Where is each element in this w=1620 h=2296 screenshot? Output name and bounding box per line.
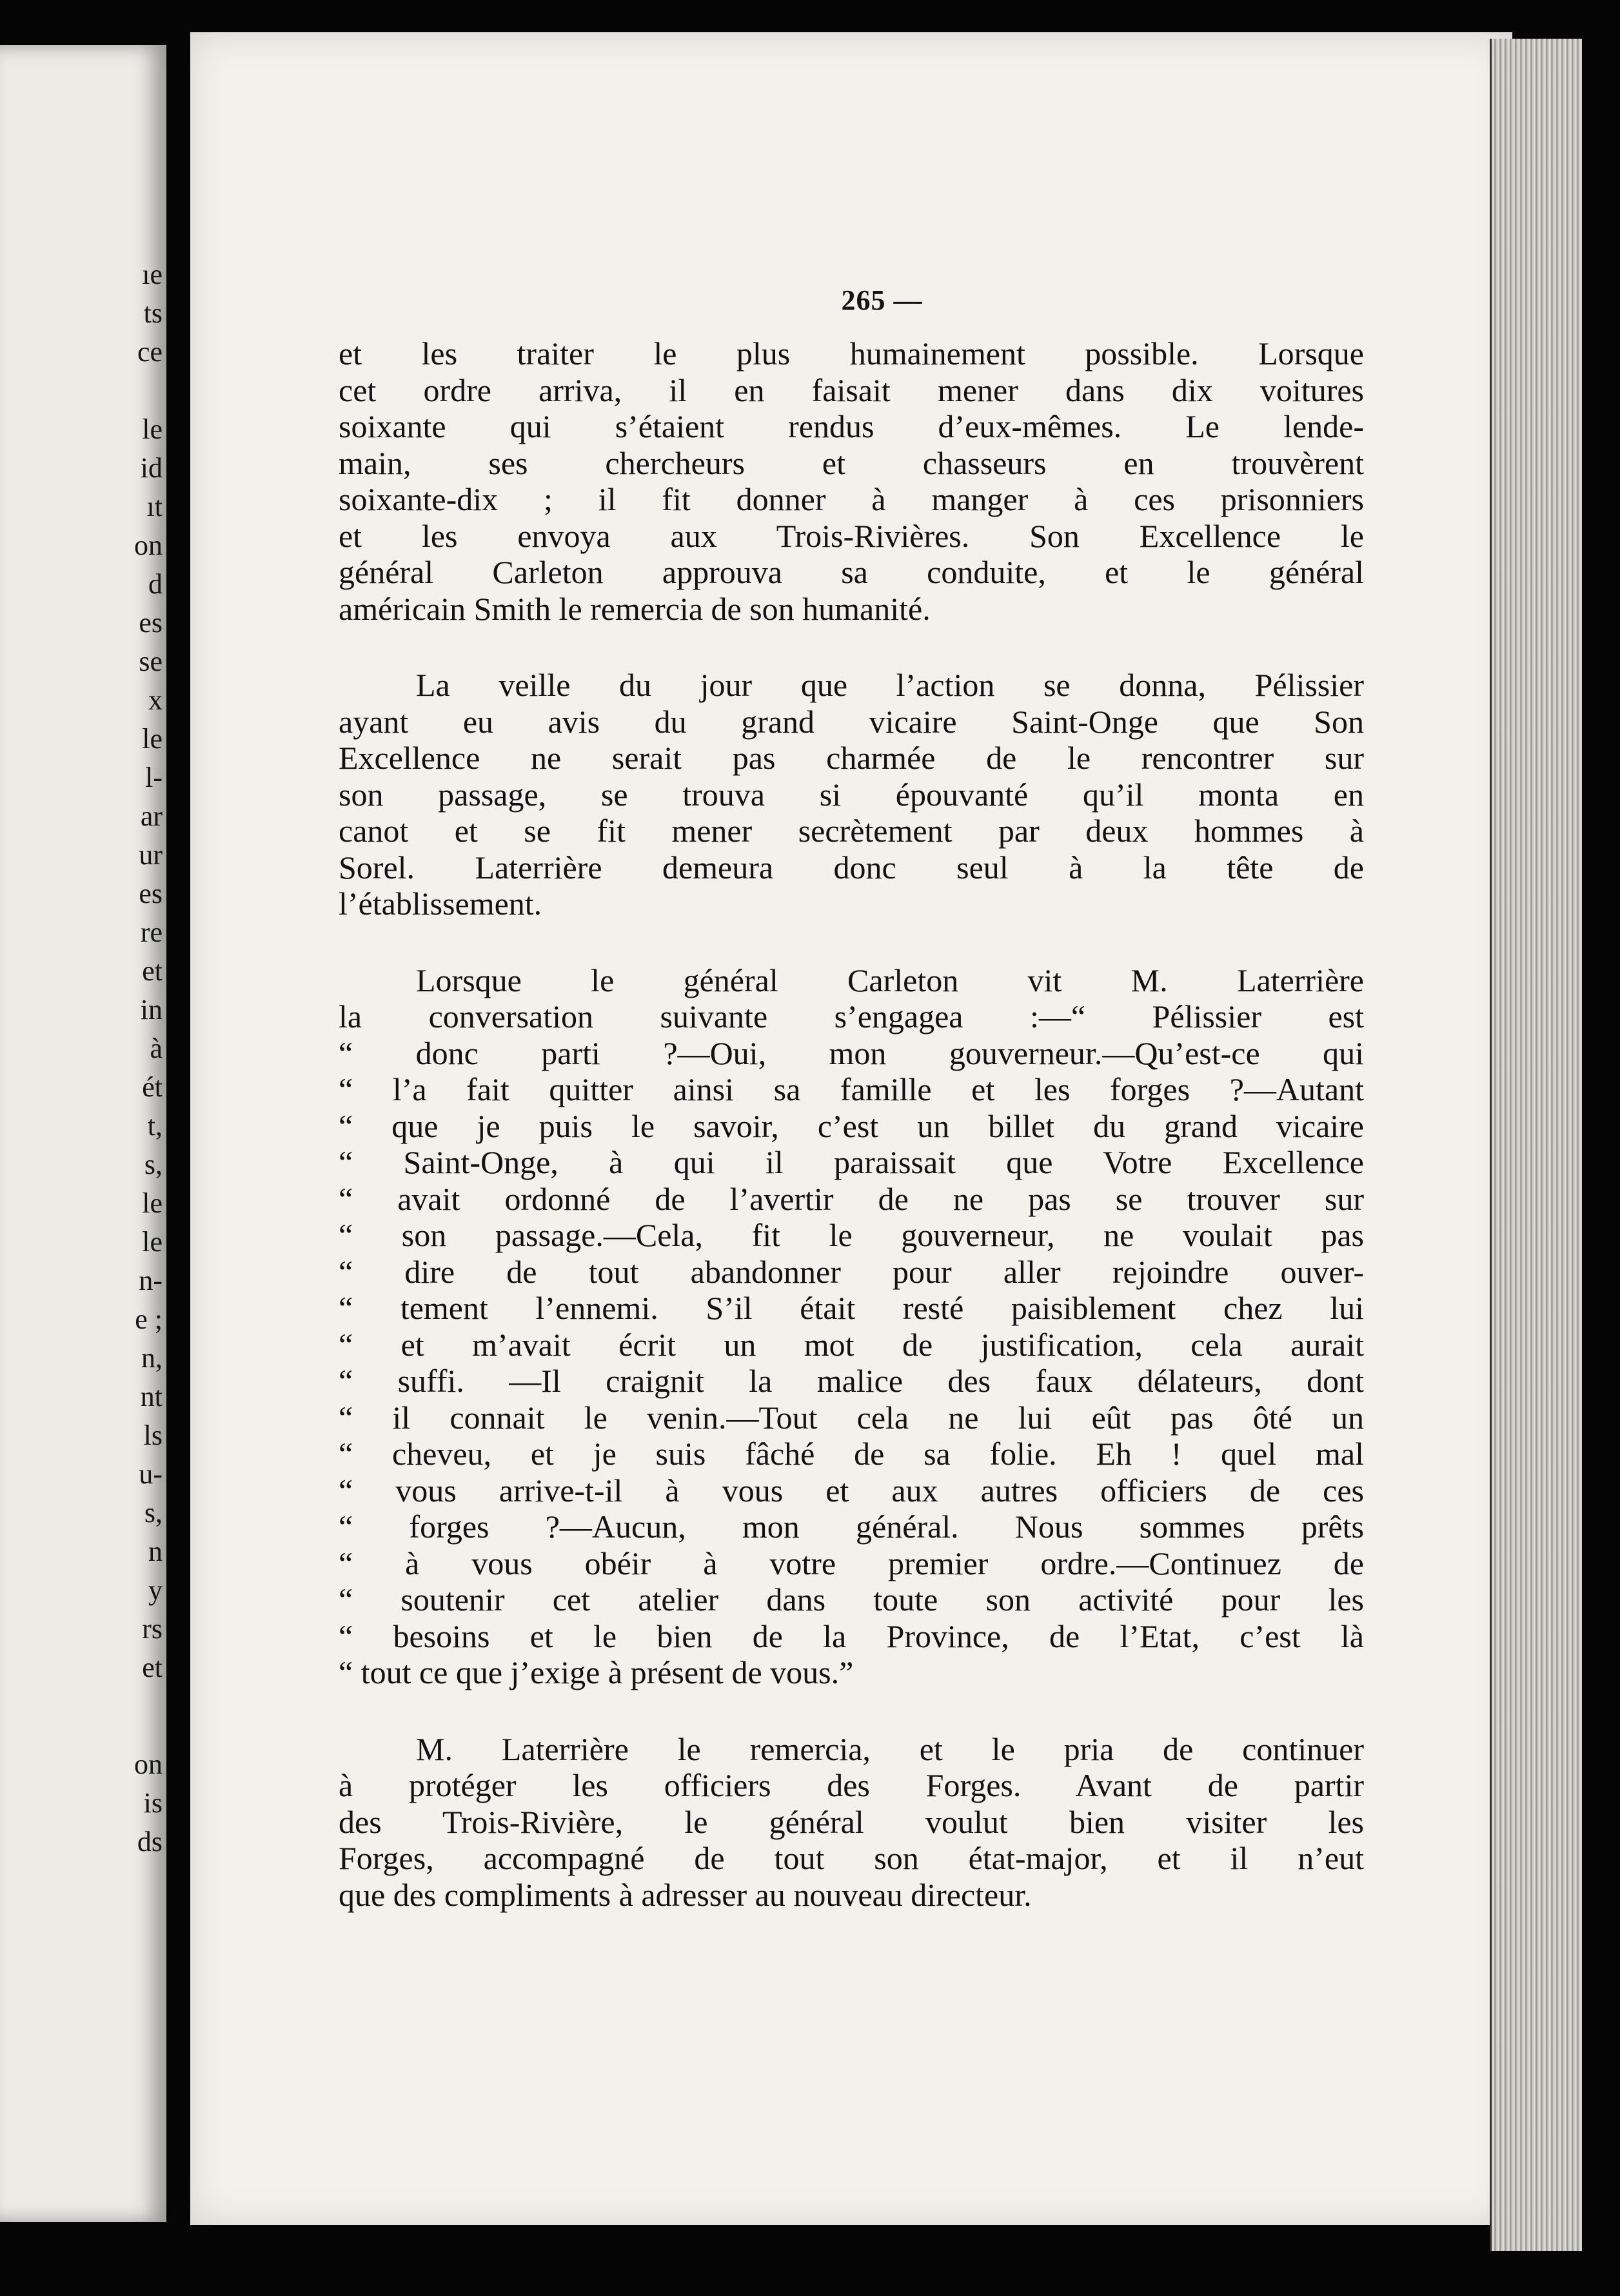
text-line: “ avait ordonné de l’avertir de ne pas se trouver sur xyxy=(339,1180,1364,1217)
left-page-fragment: d xyxy=(148,568,163,600)
left-page-fragment: y xyxy=(148,1574,163,1606)
page-number xyxy=(190,284,1512,317)
paragraph xyxy=(339,335,1364,627)
text-line: “ l’a fait quitter ainsi sa famille et les forges ?—Autant xyxy=(339,1071,1364,1107)
left-page-fragment: rs xyxy=(142,1613,163,1645)
left-page-fragment: ce xyxy=(137,336,163,368)
left-page-fragment: n, xyxy=(141,1342,163,1374)
text-line: et les traiter le plus humainement possible. Lorsque xyxy=(339,335,1364,371)
left-page-fragment: s, xyxy=(144,1497,163,1529)
text-line: et les envoya aux Trois-Rivières. Son Excellence le xyxy=(339,517,1364,554)
text-line: Excellence ne serait pas charmée de le rencontrer sur xyxy=(339,740,1364,776)
left-page-fragment: à xyxy=(150,1033,163,1064)
left-page-fragment: se xyxy=(139,646,163,677)
text-line: “ besoins et le bien de la Province, de l’Etat, c’est là xyxy=(339,1618,1364,1654)
left-page-fragment: in xyxy=(140,994,163,1025)
text-line: général Carleton approuva sa conduite, et le général xyxy=(339,554,1364,590)
text-line: “ tement l’ennemi. S’il était resté paisiblement chez lui xyxy=(339,1290,1364,1326)
text-line: soixante qui s’étaient rendus d’eux-mêmes. Le lende- xyxy=(339,408,1364,444)
text-line: américain Smith le remercia de son humanité. xyxy=(339,590,931,627)
text-line: soixante-dix ; il fit donner à manger à ces prisonniers xyxy=(339,481,1364,517)
text-line: M. Laterrière le remercia, et le pria de continuer xyxy=(416,1730,1364,1767)
text-line: Lorsque le général Carleton vit M. Laterrière xyxy=(416,962,1364,998)
left-page-fragment: s, xyxy=(144,1149,163,1180)
text-line: “ soutenir cet atelier dans toute son activité pour les xyxy=(339,1581,1364,1618)
left-page-fragment: u- xyxy=(139,1458,163,1490)
text-line: la conversation suivante s’engagea :—“ Pélissier est xyxy=(339,998,1364,1034)
left-page-fragment: ls xyxy=(143,1420,163,1451)
text-line: son passage, se trouva si épouvanté qu’il monta en xyxy=(339,776,1364,813)
text-line: l’établissement. xyxy=(339,886,542,922)
paragraph xyxy=(339,1731,1364,1914)
left-page-fragment: ıe xyxy=(142,259,163,290)
left-page-fragment: l- xyxy=(145,762,163,793)
left-page-fragment: es xyxy=(139,607,163,638)
text-line: “ vous arrive-t-il à vous et aux autres officiers de ces xyxy=(339,1472,1364,1509)
text-line: “ Saint-Onge, à qui il paraissait que Votre Excellence xyxy=(339,1144,1364,1180)
left-page-fragment: ds xyxy=(137,1826,163,1857)
book-page xyxy=(190,32,1512,2225)
left-page-fragment: es xyxy=(139,878,163,909)
text-line: des Trois-Rivière, le général voulut bien visiter les xyxy=(339,1803,1364,1840)
left-page-fragment: et xyxy=(142,1652,163,1683)
text-line: “ suffi. —Il craignit la malice des faux délateurs, dont xyxy=(339,1363,1364,1399)
text-line: canot et se fit mener secrètement par deux hommes à xyxy=(339,813,1364,849)
text-line: que des compliments à adresser au nouveau directeur. xyxy=(339,1876,1032,1913)
text-line: ayant eu avis du grand vicaire Saint-Onge que Son xyxy=(339,703,1364,740)
left-page-fragment: id xyxy=(140,452,163,484)
text-line: à protéger les officiers des Forges. Avant de partir xyxy=(339,1767,1364,1803)
left-page-fragment: ar xyxy=(140,800,163,832)
text-line: La veille du jour que l’action se donna, Pélissier xyxy=(416,667,1364,703)
text-line: “ tout ce que j’exige à présent de vous.” xyxy=(339,1654,854,1690)
left-page-fragment: x xyxy=(148,684,163,716)
text-line: main, ses chercheurs et chasseurs en trouvèrent xyxy=(339,444,1364,481)
text-line: “ il connait le venin.—Tout cela ne lui eût pas ôté un xyxy=(339,1399,1364,1436)
text-line: Sorel. Laterrière demeura donc seul à la tête de xyxy=(339,849,1364,886)
text-line: “ que je puis le savoir, c’est un billet du grand vicaire xyxy=(339,1107,1364,1144)
left-page-fragment: le xyxy=(142,413,163,445)
left-page-fragment: n- xyxy=(139,1265,163,1296)
left-page-fragment: le xyxy=(142,1187,163,1219)
text-line: “ cheveu, et je suis fâché de sa folie. Eh ! quel mal xyxy=(339,1436,1364,1472)
left-page-fragment: et xyxy=(142,955,163,987)
left-page-fragment: nt xyxy=(140,1381,163,1412)
text-line: “ son passage.—Cela, fit le gouverneur, ne voulait pas xyxy=(339,1217,1364,1253)
left-page-fragment: t, xyxy=(147,1110,163,1142)
paragraph xyxy=(339,962,1364,1691)
left-page-fragment: ét xyxy=(142,1071,163,1103)
text-line: “ à vous obéir à votre premier ordre.—Continuez de xyxy=(339,1545,1364,1581)
paragraph xyxy=(339,667,1364,922)
left-page-fragment: le xyxy=(142,723,163,755)
left-page-fragment: n xyxy=(148,1536,163,1567)
left-page-fragment: le xyxy=(142,1226,163,1258)
text-line: Forges, accompagné de tout son état-major, et il n’eut xyxy=(339,1840,1364,1876)
left-page-fragment: ıt xyxy=(146,491,163,522)
left-page-fragment: on xyxy=(134,529,163,561)
text-line: “ et m’avait écrit un mot de justification, cela aurait xyxy=(339,1326,1364,1363)
left-page-fragment: on xyxy=(134,1748,163,1780)
page-body xyxy=(339,335,1364,1953)
left-page-fragment: ts xyxy=(143,297,163,329)
text-line: cet ordre arriva, il en faisait mener dans dix voitures xyxy=(339,371,1364,408)
text-line: “ dire de tout abandonner pour aller rejoindre ouver- xyxy=(339,1253,1364,1290)
text-line: “ forges ?—Aucun, mon général. Nous sommes prêts xyxy=(339,1509,1364,1545)
left-page-fragment: ur xyxy=(139,839,163,871)
page-number-text: 265 — xyxy=(841,284,923,316)
left-page-fragment: is xyxy=(143,1787,163,1819)
book-page-edges xyxy=(1490,39,1582,2251)
text-line: “ donc parti ?—Oui, mon gouverneur.—Qu’est-ce qui xyxy=(339,1034,1364,1071)
left-page-edge xyxy=(0,45,166,2222)
left-page-fragment: re xyxy=(140,916,163,948)
left-page-fragment: e ; xyxy=(135,1303,163,1335)
